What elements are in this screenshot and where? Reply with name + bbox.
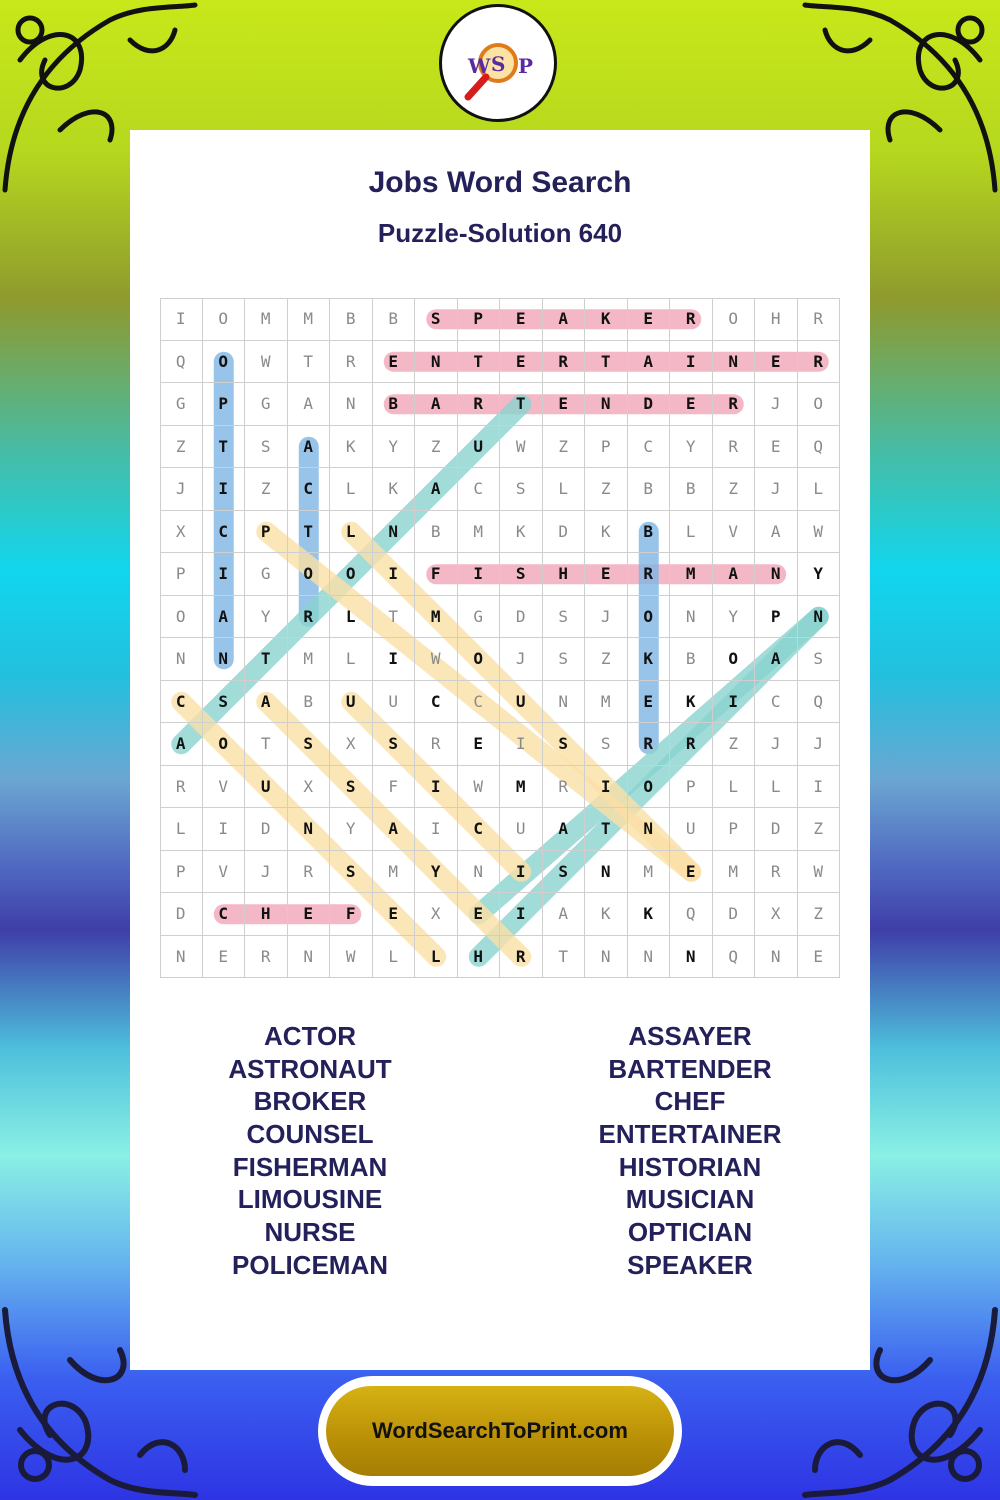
grid-cell[interactable]: F	[330, 893, 373, 936]
word-list-item: BARTENDER	[608, 1053, 772, 1084]
grid-cell[interactable]: R	[543, 341, 586, 384]
grid-cell[interactable]: C	[288, 468, 331, 511]
grid-cell[interactable]: G	[245, 383, 288, 426]
grid-cell[interactable]: S	[798, 638, 841, 681]
word-list-right	[530, 1020, 850, 1282]
grid-cell[interactable]: N	[628, 808, 671, 851]
grid-cell[interactable]: B	[670, 468, 713, 511]
grid-cell[interactable]: Z	[160, 426, 203, 469]
grid-cell[interactable]: E	[755, 426, 798, 469]
grid-cell[interactable]: O	[713, 298, 756, 341]
grid-cell[interactable]: K	[628, 893, 671, 936]
grid-cell[interactable]: A	[288, 426, 331, 469]
grid-cell[interactable]: M	[500, 766, 543, 809]
grid-cell[interactable]: I	[373, 553, 416, 596]
grid-cell[interactable]: I	[458, 553, 501, 596]
grid-cell[interactable]: K	[585, 511, 628, 554]
grid-cell[interactable]: L	[713, 766, 756, 809]
grid-cell[interactable]: Z	[585, 638, 628, 681]
grid-cell[interactable]: W	[798, 851, 841, 894]
page-subtitle: Puzzle-Solution 640	[377, 218, 623, 248]
grid-cell[interactable]: D	[160, 893, 203, 936]
grid-cell[interactable]: S	[543, 638, 586, 681]
word-list-item: BROKER	[253, 1086, 367, 1117]
grid-cell[interactable]: O	[628, 596, 671, 639]
grid-cell[interactable]: Y	[245, 596, 288, 639]
grid-cell[interactable]: S	[585, 723, 628, 766]
word-list-left	[150, 1020, 470, 1282]
grid-cell[interactable]: J	[755, 383, 798, 426]
grid-cell[interactable]: R	[798, 341, 841, 384]
grid-cell[interactable]: N	[203, 638, 246, 681]
grid-cell[interactable]: N	[160, 936, 203, 979]
grid-cell[interactable]: B	[373, 298, 416, 341]
grid-cell[interactable]: S	[373, 723, 416, 766]
grid-cell[interactable]: R	[415, 723, 458, 766]
grid-cell[interactable]: I	[203, 468, 246, 511]
grid-cell[interactable]: O	[203, 341, 246, 384]
grid-cell[interactable]: G	[245, 553, 288, 596]
grid-cell[interactable]: I	[203, 808, 246, 851]
grid-cell[interactable]: W	[798, 511, 841, 554]
grid-cell[interactable]: E	[585, 553, 628, 596]
grid-cell[interactable]: Y	[415, 851, 458, 894]
word-list-item: HISTORIAN	[618, 1151, 762, 1182]
grid-cell[interactable]: O	[798, 383, 841, 426]
grid-cell[interactable]: K	[500, 511, 543, 554]
grid-cell[interactable]: A	[245, 681, 288, 724]
grid-cell[interactable]: K	[670, 681, 713, 724]
grid-cell[interactable]: Q	[160, 341, 203, 384]
word-list-item: ENTERTAINER	[598, 1119, 782, 1150]
grid-cell[interactable]: J	[500, 638, 543, 681]
grid-cell[interactable]: Z	[798, 893, 841, 936]
grid-cell[interactable]: O	[458, 638, 501, 681]
grid-cell[interactable]: L	[373, 936, 416, 979]
grid-cell[interactable]: A	[628, 341, 671, 384]
grid-cell[interactable]: C	[160, 681, 203, 724]
grid-cell[interactable]: N	[415, 341, 458, 384]
grid-cell[interactable]: I	[500, 893, 543, 936]
grid-cell[interactable]: P	[160, 553, 203, 596]
grid-cell[interactable]: S	[415, 298, 458, 341]
word-list-item: SPEAKER	[627, 1249, 753, 1280]
grid-cell[interactable]: Z	[245, 468, 288, 511]
grid-cell[interactable]: J	[245, 851, 288, 894]
grid-cell[interactable]: B	[670, 638, 713, 681]
grid-cell[interactable]: M	[628, 851, 671, 894]
grid-cell[interactable]: C	[458, 808, 501, 851]
grid-cell[interactable]: N	[755, 936, 798, 979]
grid-cell[interactable]: T	[543, 936, 586, 979]
grid-cell[interactable]: I	[500, 851, 543, 894]
grid-cell[interactable]: T	[585, 341, 628, 384]
grid-cell[interactable]: C	[458, 468, 501, 511]
grid-cell[interactable]: Z	[543, 426, 586, 469]
grid-cell[interactable]: W	[415, 638, 458, 681]
grid-cell[interactable]: S	[288, 723, 331, 766]
grid-cell[interactable]: N	[458, 851, 501, 894]
grid-cell[interactable]: C	[203, 511, 246, 554]
grid-cell[interactable]: Z	[415, 426, 458, 469]
grid-cell[interactable]: Q	[798, 681, 841, 724]
grid-cell[interactable]: P	[585, 426, 628, 469]
grid-cell[interactable]: M	[713, 851, 756, 894]
grid-cell[interactable]: R	[330, 341, 373, 384]
grid-cell[interactable]: K	[373, 468, 416, 511]
grid-cell[interactable]: E	[755, 341, 798, 384]
page-title: Jobs Word Search	[368, 166, 632, 199]
grid-cell[interactable]: C	[458, 681, 501, 724]
grid-cell[interactable]: D	[500, 596, 543, 639]
grid-cell[interactable]: T	[458, 341, 501, 384]
grid-cell[interactable]: Y	[330, 808, 373, 851]
grid-cell[interactable]: N	[670, 936, 713, 979]
word-list-item: LIMOUSINE	[237, 1184, 383, 1215]
grid-cell[interactable]: Q	[798, 426, 841, 469]
grid-cell[interactable]: X	[160, 511, 203, 554]
word-list-item: FISHERMAN	[232, 1151, 388, 1182]
grid-cell[interactable]: P	[670, 766, 713, 809]
grid-cell[interactable]: S	[543, 723, 586, 766]
grid-cell[interactable]: N	[628, 936, 671, 979]
grid-cell[interactable]: N	[585, 936, 628, 979]
grid-cell[interactable]: A	[543, 298, 586, 341]
grid-cell[interactable]: N	[288, 808, 331, 851]
grid-cell[interactable]: R	[500, 936, 543, 979]
grid-cell[interactable]: S	[543, 851, 586, 894]
grid-cell[interactable]: B	[628, 468, 671, 511]
grid-cell[interactable]: D	[543, 511, 586, 554]
grid-cell[interactable]: I	[798, 766, 841, 809]
grid-cell[interactable]: E	[373, 341, 416, 384]
grid-cell[interactable]: M	[288, 638, 331, 681]
grid-cell[interactable]: A	[373, 808, 416, 851]
grid-cell[interactable]: S	[330, 766, 373, 809]
grid-cell[interactable]: S	[500, 468, 543, 511]
grid-cell[interactable]: T	[373, 596, 416, 639]
grid-cell[interactable]: E	[458, 893, 501, 936]
grid-cell[interactable]: M	[373, 851, 416, 894]
grid-cell[interactable]: D	[755, 808, 798, 851]
grid-cell[interactable]: L	[160, 808, 203, 851]
grid-cell[interactable]: B	[373, 383, 416, 426]
grid-cell[interactable]: N	[585, 383, 628, 426]
grid-cell[interactable]: I	[160, 298, 203, 341]
grid-cell[interactable]: Z	[713, 723, 756, 766]
grid-cell[interactable]: Z	[585, 468, 628, 511]
grid-cell[interactable]: X	[755, 893, 798, 936]
grid-cell[interactable]: M	[670, 553, 713, 596]
grid-cell[interactable]: M	[585, 681, 628, 724]
logo-letter-s: S	[491, 52, 506, 76]
grid-cell[interactable]: L	[755, 766, 798, 809]
grid-cell[interactable]: N	[543, 681, 586, 724]
magnifier-handle-icon	[468, 77, 486, 97]
grid-cell[interactable]: L	[330, 511, 373, 554]
grid-cell[interactable]: U	[500, 808, 543, 851]
grid-cell[interactable]: E	[500, 298, 543, 341]
grid-cell[interactable]: C	[628, 426, 671, 469]
grid-cell[interactable]: I	[415, 808, 458, 851]
grid-cell[interactable]: O	[713, 638, 756, 681]
grid-cell[interactable]: K	[628, 638, 671, 681]
grid-cell[interactable]: P	[203, 383, 246, 426]
grid-cell[interactable]: E	[500, 341, 543, 384]
grid-cell[interactable]: R	[670, 723, 713, 766]
grid-cell[interactable]: T	[245, 723, 288, 766]
grid-cell[interactable]: O	[160, 596, 203, 639]
grid-cell[interactable]: G	[458, 596, 501, 639]
grid-cell[interactable]: U	[670, 808, 713, 851]
grid-cell[interactable]: I	[203, 553, 246, 596]
grid-cell[interactable]: I	[415, 766, 458, 809]
grid-cell[interactable]: F	[373, 766, 416, 809]
grid-cell[interactable]: E	[543, 383, 586, 426]
grid-cell[interactable]: E	[458, 723, 501, 766]
word-list-item: NURSE	[264, 1217, 356, 1248]
grid-cell[interactable]: J	[755, 723, 798, 766]
grid-cell[interactable]: R	[713, 426, 756, 469]
puzzle-card	[130, 130, 870, 1370]
website-badge[interactable]	[318, 1376, 682, 1486]
grid-cell[interactable]: L	[330, 596, 373, 639]
grid-cell[interactable]: O	[330, 553, 373, 596]
grid-cell[interactable]: R	[628, 553, 671, 596]
grid-cell[interactable]: R	[798, 298, 841, 341]
grid-cell[interactable]: N	[713, 341, 756, 384]
grid-cell[interactable]: M	[415, 596, 458, 639]
grid-cell[interactable]: F	[415, 553, 458, 596]
grid-cell[interactable]: X	[288, 766, 331, 809]
grid-cell[interactable]: P	[755, 596, 798, 639]
grid-cell[interactable]: U	[330, 681, 373, 724]
grid-cell[interactable]: T	[288, 341, 331, 384]
grid-cell[interactable]: O	[203, 723, 246, 766]
grid-cell[interactable]: C	[203, 893, 246, 936]
grid-cell[interactable]: Q	[670, 893, 713, 936]
grid-cell[interactable]: L	[330, 638, 373, 681]
grid-cell[interactable]: H	[458, 936, 501, 979]
grid-cell[interactable]: Q	[713, 936, 756, 979]
grid-cell[interactable]: L	[415, 936, 458, 979]
grid-cell[interactable]: R	[670, 298, 713, 341]
website-link[interactable]: WordSearchToPrint.com	[326, 1386, 674, 1476]
grid-cell[interactable]: X	[330, 723, 373, 766]
grid-cell[interactable]: W	[245, 341, 288, 384]
grid-cell[interactable]: N	[798, 596, 841, 639]
grid-cell[interactable]: X	[415, 893, 458, 936]
grid-cell[interactable]: N	[330, 383, 373, 426]
grid-cell[interactable]: S	[203, 681, 246, 724]
grid-cell[interactable]: H	[755, 298, 798, 341]
grid-cell[interactable]: O	[203, 298, 246, 341]
grid-cell[interactable]: I	[713, 681, 756, 724]
grid-cell[interactable]: V	[203, 851, 246, 894]
grid-cell[interactable]: A	[713, 553, 756, 596]
logo-letter-p: P	[518, 54, 534, 78]
word-list-item: MUSICIAN	[625, 1184, 755, 1215]
grid-cell[interactable]: L	[330, 468, 373, 511]
grid-cell[interactable]: E	[288, 893, 331, 936]
grid-cell[interactable]: T	[500, 383, 543, 426]
grid-cell[interactable]: W	[458, 766, 501, 809]
grid-cell[interactable]: J	[585, 596, 628, 639]
grid-cell[interactable]: O	[628, 766, 671, 809]
grid-cell[interactable]: M	[458, 511, 501, 554]
grid-cell[interactable]: S	[245, 426, 288, 469]
grid-cell[interactable]: S	[500, 553, 543, 596]
word-list-item: ASSAYER	[628, 1021, 752, 1051]
grid-cell[interactable]: K	[330, 426, 373, 469]
grid-cell[interactable]: J	[755, 468, 798, 511]
grid-cell[interactable]: A	[415, 468, 458, 511]
grid-cell[interactable]: B	[288, 681, 331, 724]
grid-cell[interactable]: U	[373, 681, 416, 724]
grid-cell[interactable]: E	[798, 936, 841, 979]
grid-cell[interactable]: A	[755, 511, 798, 554]
grid-cell[interactable]: E	[670, 383, 713, 426]
grid-cell[interactable]: Y	[798, 553, 841, 596]
word-list-item: COUNSEL	[246, 1119, 374, 1150]
grid-cell[interactable]: A	[203, 596, 246, 639]
grid-cell[interactable]: R	[628, 723, 671, 766]
grid-cell[interactable]: O	[288, 553, 331, 596]
grid-cell[interactable]: P	[245, 511, 288, 554]
grid-cell[interactable]: E	[203, 936, 246, 979]
grid-cell[interactable]: U	[500, 681, 543, 724]
grid-cell[interactable]: Y	[713, 596, 756, 639]
grid-cell[interactable]: J	[160, 468, 203, 511]
grid-cell[interactable]: A	[543, 808, 586, 851]
logo-letter-w: W	[468, 54, 491, 78]
grid-cell[interactable]: A	[288, 383, 331, 426]
grid-cell[interactable]: W	[500, 426, 543, 469]
grid-cell[interactable]: N	[373, 511, 416, 554]
grid-cell[interactable]: N	[670, 596, 713, 639]
grid-cell[interactable]: T	[288, 511, 331, 554]
grid-cell[interactable]: M	[288, 298, 331, 341]
grid-cell[interactable]: L	[543, 468, 586, 511]
grid-cell[interactable]: R	[543, 766, 586, 809]
grid-cell[interactable]: N	[160, 638, 203, 681]
grid-cell[interactable]: D	[245, 808, 288, 851]
grid-cell[interactable]: I	[670, 341, 713, 384]
word-list-item: ASTRONAUT	[228, 1053, 392, 1084]
grid-cell[interactable]: B	[415, 511, 458, 554]
grid-cell[interactable]: C	[755, 681, 798, 724]
grid-cell[interactable]: E	[670, 851, 713, 894]
grid-cell[interactable]: I	[585, 766, 628, 809]
grid-cell[interactable]: R	[755, 851, 798, 894]
grid-cell[interactable]: T	[203, 426, 246, 469]
grid-cell[interactable]: V	[203, 766, 246, 809]
grid-cell[interactable]: E	[373, 893, 416, 936]
grid-cell[interactable]: E	[628, 298, 671, 341]
grid-cell[interactable]: P	[160, 851, 203, 894]
grid-cell[interactable]: P	[458, 298, 501, 341]
word-list-item: POLICEMAN	[232, 1249, 388, 1280]
grid-cell[interactable]: M	[245, 298, 288, 341]
grid-cell[interactable]: C	[415, 681, 458, 724]
grid-cell[interactable]: R	[713, 383, 756, 426]
grid-cell[interactable]: B	[330, 298, 373, 341]
grid-cell[interactable]: H	[543, 553, 586, 596]
grid-cell[interactable]: D	[713, 893, 756, 936]
grid-cell[interactable]: V	[713, 511, 756, 554]
grid-cell[interactable]: U	[245, 766, 288, 809]
grid-cell[interactable]: J	[798, 723, 841, 766]
grid-cell[interactable]: R	[160, 766, 203, 809]
grid-cell[interactable]: N	[585, 851, 628, 894]
grid-cell[interactable]: S	[543, 596, 586, 639]
word-list-item: OPTICIAN	[627, 1217, 753, 1248]
grid-cell[interactable]: S	[330, 851, 373, 894]
grid-cell[interactable]: N	[755, 553, 798, 596]
wsp-logo[interactable]	[439, 4, 557, 122]
grid-cell[interactable]: W	[330, 936, 373, 979]
grid-cell[interactable]: A	[543, 893, 586, 936]
grid-cell[interactable]: Y	[373, 426, 416, 469]
grid-cell[interactable]: U	[458, 426, 501, 469]
word-list-item: CHEF	[654, 1086, 726, 1117]
grid-cell[interactable]: A	[415, 383, 458, 426]
word-grid	[160, 298, 840, 978]
grid-cell[interactable]: K	[585, 893, 628, 936]
grid-cell[interactable]: P	[713, 808, 756, 851]
grid-cell[interactable]: R	[288, 851, 331, 894]
grid-cell[interactable]: Z	[713, 468, 756, 511]
grid-cell[interactable]: H	[245, 893, 288, 936]
grid-cell[interactable]: L	[798, 468, 841, 511]
grid-cell[interactable]: I	[373, 638, 416, 681]
grid-cell[interactable]: D	[628, 383, 671, 426]
grid-cell[interactable]: R	[458, 383, 501, 426]
grid-cell[interactable]: R	[245, 936, 288, 979]
grid-cell[interactable]: E	[628, 681, 671, 724]
grid-cell[interactable]: N	[288, 936, 331, 979]
grid-cell[interactable]: Y	[670, 426, 713, 469]
grid-cell[interactable]: L	[670, 511, 713, 554]
grid-cell[interactable]: G	[160, 383, 203, 426]
grid-cell[interactable]: Z	[798, 808, 841, 851]
grid-cell[interactable]: A	[160, 723, 203, 766]
grid-cell[interactable]: B	[628, 511, 671, 554]
grid-cell[interactable]: T	[245, 638, 288, 681]
grid-cell[interactable]: R	[288, 596, 331, 639]
grid-cell[interactable]: T	[585, 808, 628, 851]
grid-cell[interactable]: A	[755, 638, 798, 681]
grid-cell[interactable]: K	[585, 298, 628, 341]
grid-cell[interactable]: I	[500, 723, 543, 766]
word-list-item: ACTOR	[264, 1021, 356, 1051]
